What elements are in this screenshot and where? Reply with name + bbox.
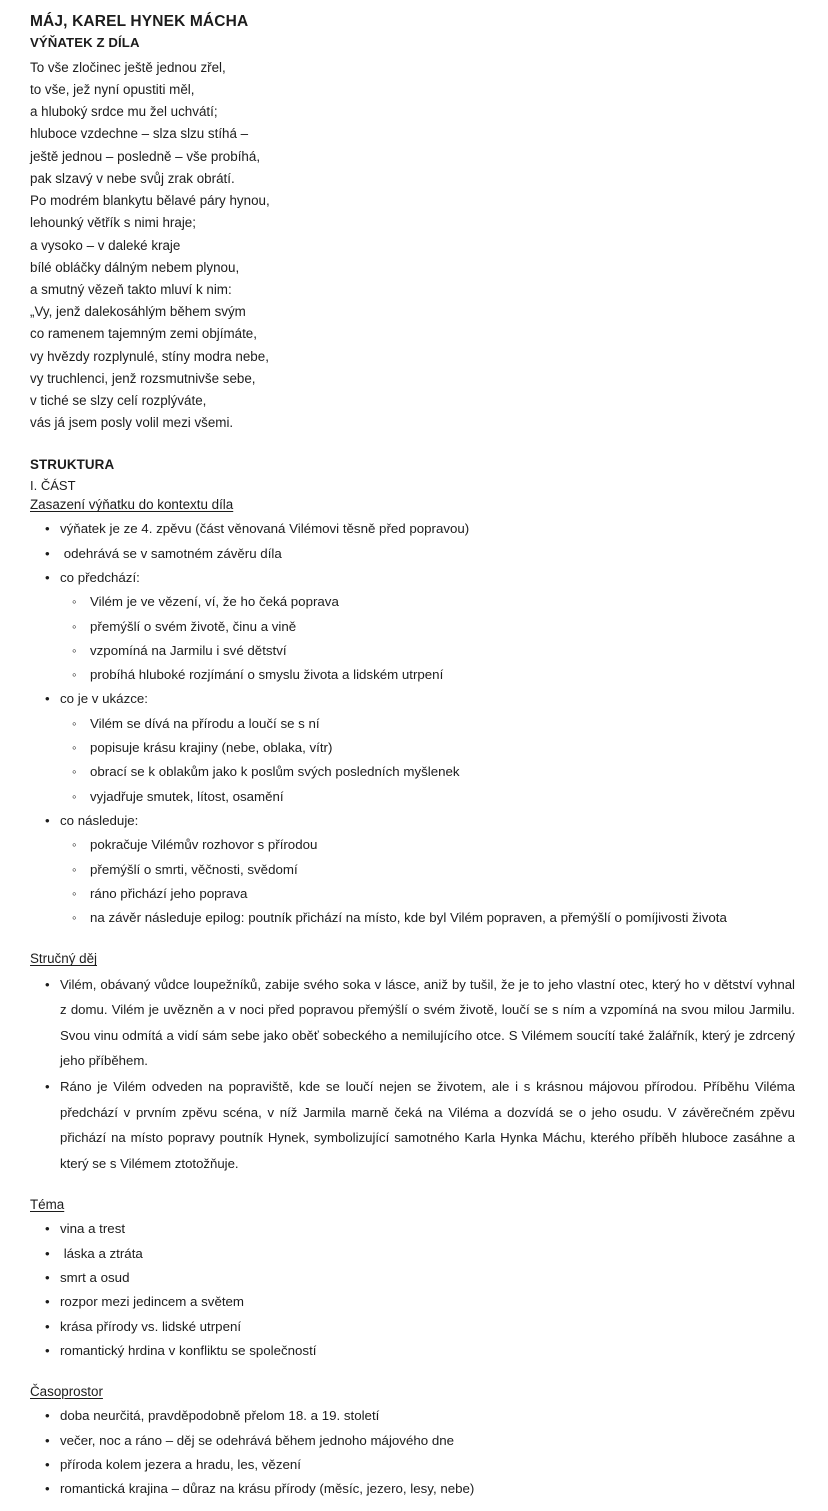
- sublist-item: ◦ přemýšlí o smrti, věčnosti, svědomí: [60, 858, 795, 882]
- sublist-item: ◦ na závěr následuje epilog: poutník přichází na místo, kde byl Vilém popraven, a přemýšlí o pomíjivosti života: [60, 906, 795, 930]
- list-item: • romantická krajina – důraz na krásu přírody (měsíc, jezero, lesy, nebe): [30, 1477, 795, 1501]
- list-item-label: odehrává se v samotném závěru díla: [60, 545, 282, 561]
- spacer: [30, 1363, 795, 1383]
- sublist-item: ◦ Vilém je ve vězení, ví, že ho čeká poprava: [60, 590, 795, 614]
- list-item: [30, 687, 795, 808]
- subheading-kontext: Zasazení výňatku do kontextu díla: [30, 497, 234, 513]
- sublist: [60, 590, 795, 687]
- poem-line: Po modrém blankytu bělavé páry hynou,: [30, 193, 270, 209]
- poem-line: vás já jsem posly volil mezi všemi.: [30, 415, 234, 431]
- list-tema: [30, 1217, 795, 1363]
- poem-line: co ramenem tajemným zemi objímáte,: [30, 326, 257, 342]
- poem-line: a vysoko – v daleké kraje: [30, 237, 181, 253]
- poem-line: vy truchlenci, jenž rozsmutnivše sebe,: [30, 370, 256, 386]
- poem-line: a smutný vězeň takto mluví k nim:: [30, 281, 232, 297]
- list-item: • vina a trest: [30, 1217, 795, 1241]
- sublist-item: ◦ vyjadřuje smutek, lítost, osamění: [60, 785, 795, 809]
- document-subtitle: VÝŇATEK Z DÍLA: [30, 35, 140, 51]
- poem-line: „Vy, jenž dalekosáhlým během svým: [30, 304, 246, 320]
- list-item: • romantický hrdina v konfliktu se společností: [30, 1339, 795, 1363]
- list-kontext: [30, 517, 795, 930]
- poem-excerpt: [30, 57, 795, 434]
- poem-line: pak slzavý v nebe svůj zrak obrátí.: [30, 170, 235, 186]
- list-item: [30, 517, 795, 541]
- sublist: [60, 833, 795, 930]
- sublist-item: ◦ obrací se k oblakům jako k poslům svých posledních myšlenek: [60, 760, 795, 784]
- paragraph-item: • Ráno je Vilém odveden na popraviště, kde se loučí nejen se životem, ale i s krásnou májovou přírodou. Příběhu Viléma předchází v prvním zpěvu scéna, v níž Jarmila marně čeká na Viléma a dozvídá se o jeho osudu. V závěrečném zpěvu přichází na místo popravy poutník Hynek, symbolizující samotného Karla Hynka Máchu, kterého příběh hluboce zasáhne a který se s Vilémem ztotožňuje.: [30, 1074, 795, 1176]
- sublist-item: ◦ probíhá hluboké rozjímání o smyslu života a lidském utrpení: [60, 663, 795, 687]
- list-item-label: výňatek je ze 4. zpěvu (část věnovaná Vilémovi těsně před popravou): [60, 521, 470, 537]
- poem-line: lehounký větřík s nimi hraje;: [30, 215, 196, 231]
- list-item-label: co předchází:: [60, 569, 140, 585]
- list-item: • smrt a osud: [30, 1266, 795, 1290]
- list-item: • krása přírody vs. lidské utrpení: [30, 1315, 795, 1339]
- list-item: [30, 566, 795, 687]
- sublist-item: ◦ Vilém se dívá na přírodu a loučí se s ní: [60, 712, 795, 736]
- sublist: [60, 712, 795, 809]
- sublist-item: ◦ vzpomíná na Jarmilu i své dětství: [60, 639, 795, 663]
- sublist-item: ◦ přemýšlí o svém životě, činu a vině: [60, 615, 795, 639]
- part-label: I. ČÁST: [30, 477, 76, 493]
- sublist-item: ◦ ráno přichází jeho poprava: [60, 882, 795, 906]
- section-heading-struktura: STRUKTURA: [30, 457, 115, 473]
- poem-line: hluboce vzdechne – slza slzu stíhá –: [30, 126, 249, 142]
- list-item: • večer, noc a ráno – děj se odehrává během jednoho májového dne: [30, 1429, 795, 1453]
- poem-line: to vše, jež nyní opustiti měl,: [30, 82, 195, 98]
- poem-line: bílé obláčky dálným nebem plynou,: [30, 259, 240, 275]
- sublist-item: ◦ popisuje krásu krajiny (nebe, oblaka, vítr): [60, 736, 795, 760]
- list-item: • doba neurčitá, pravděpodobně přelom 18. a 19. století: [30, 1404, 795, 1428]
- page-title: MÁJ, KAREL HYNEK MÁCHA: [30, 13, 249, 30]
- list-item: • příroda kolem jezera a hradu, les, vězení: [30, 1453, 795, 1477]
- poem-line: To vše zločinec ještě jednou zřel,: [30, 59, 226, 75]
- subheading-casoprostor: Časoprostor: [30, 1384, 103, 1400]
- list-item-label: co následuje:: [60, 812, 139, 828]
- list-strucny-dej: [30, 972, 795, 1177]
- list-casoprostor: [30, 1404, 795, 1501]
- list-item: [30, 809, 795, 930]
- subheading-tema: Téma: [30, 1197, 65, 1213]
- poem-line: a hluboký srdce mu žel uchvátí;: [30, 104, 218, 120]
- list-item-label: co je v ukázce:: [60, 691, 148, 707]
- list-item: • láska a ztráta: [30, 1242, 795, 1266]
- list-item: • rozpor mezi jedincem a světem: [30, 1290, 795, 1314]
- subheading-strucny-dej: Stručný děj: [30, 951, 97, 967]
- paragraph-item: • Vilém, obávaný vůdce loupežníků, zabije svého soka v lásce, aniž by tušil, že je to jeho vlastní otec, který ho v dětství vyhnal z domu. Vilém je uvězněn a v noci před popravou přemýšlí o svém životě, loučí se s ním a vzpomíná na svou milou Jarmilu. Svou vinu odmítá a vidí sám sebe jako oběť sobeckého a nemilujícího otce. S Vilémem soucítí také žalářník, který je zdrcený jeho příběhem.: [30, 972, 795, 1074]
- poem-line: vy hvězdy rozplynulé, stíny modra nebe,: [30, 348, 269, 364]
- spacer: [30, 930, 795, 950]
- spacer: [30, 1176, 795, 1196]
- list-item: [30, 542, 795, 566]
- sublist-item: ◦ pokračuje Vilémův rozhovor s přírodou: [60, 833, 795, 857]
- poem-line: v tiché se slzy celí rozplýváte,: [30, 392, 207, 408]
- poem-line: ještě jednou – posledně – vše probíhá,: [30, 148, 261, 164]
